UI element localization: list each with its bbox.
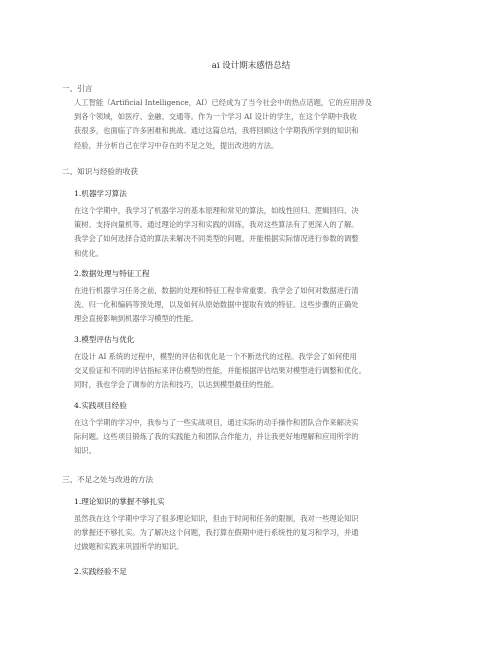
paragraph-line: 理会直接影响到机器学习模型的性能。 xyxy=(74,314,199,324)
paragraph-line: 策树、支持向量机等。通过理论的学习和实践的训练，我对这些算法有了更深入的了解。 xyxy=(74,220,359,230)
section-heading-intro: 一、引言 xyxy=(62,84,93,93)
project-experience-paragraph xyxy=(74,416,448,459)
paragraph-line: 虽然我在这个学期中学习了很多理论知识，但由于时间和任务的限制，我对一些理论知识 xyxy=(74,514,359,523)
paragraph-line: 获很多，也面临了许多困难和挑战。通过这篇总结，我将回顾这个学期我所学到的知识和 xyxy=(74,126,359,136)
paragraph-line: 在这个学期中，我学习了机器学习的基本原理和常见的算法，如线性回归、逻辑回归、决 xyxy=(74,206,359,215)
data-processing-paragraph xyxy=(74,284,448,327)
paragraph-line: 交叉验证和不同的评估指标来评估模型的性能，并能根据评估结果对模型进行调整和优化。 xyxy=(74,366,366,376)
subsection-title-practice: 2.实践经验不足 xyxy=(74,567,127,576)
paragraph-line: 际问题。这些项目锻炼了我的实践能力和团队合作能力，并让我更好地理解和应用所学的 xyxy=(74,432,359,442)
section-heading-improvements: 三、不足之处与改进的方法 xyxy=(62,475,154,484)
section-heading-gains: 二、知识与经验的收获 xyxy=(62,167,138,176)
paragraph-line: 在这个学期的学习中，我参与了一些实战项目，通过实际的动手操作和团队合作来解决实 xyxy=(74,418,359,427)
subsection-title-theory: 1.理论知识的掌握不够扎实 xyxy=(74,497,165,506)
theory-paragraph xyxy=(74,512,448,555)
paragraph-line: 在进行机器学习任务之前，数据的处理和特征工程非常重要。我学会了如何对数据进行清 xyxy=(74,286,359,295)
paragraph-line: 经验，并分析自己在学习中存在的不足之处，提出改进的方法。 xyxy=(74,140,279,150)
ml-algorithms-paragraph xyxy=(74,204,448,261)
model-evaluation-paragraph xyxy=(74,350,448,393)
paragraph-line: 的掌握还不够扎实。为了解决这个问题，我打算在假期中进行系统性的复习和学习，并通 xyxy=(74,528,359,538)
paragraph-line: 和优化。 xyxy=(74,248,104,258)
page-title: ai 设计期末感悟总结 xyxy=(211,61,291,71)
paragraph-line: 人工智能（Artificial Intelligence，AI）已经成为了当今社会中的热点话题，它的应用涉及 xyxy=(74,98,373,107)
paragraph-line: 我学会了如何选择合适的算法来解决不同类型的问题，并能根据实际情况进行参数的调整 xyxy=(74,234,359,244)
subsection-title-project-experience: 4.实践项目经验 xyxy=(74,401,127,410)
subsection-title-data-processing: 2.数据处理与特征工程 xyxy=(74,269,150,278)
paragraph-line: 同时，我也学会了调参的方法和技巧，以达到模型最佳的性能。 xyxy=(74,380,279,390)
paragraph-line: 过做题和实践来巩固所学的知识。 xyxy=(74,542,184,552)
paragraph-line: 知识。 xyxy=(74,446,96,456)
intro-paragraph xyxy=(74,96,448,153)
paragraph-line: 洗、归一化和编码等预处理，以及如何从原始数据中提取有效的特征。这些步骤的正确处 xyxy=(74,300,359,310)
subsection-title-ml-algorithms: 1.机器学习算法 xyxy=(74,189,127,198)
paragraph-line: 在设计 AI 系统的过程中，模型的评估和优化是一个不断迭代的过程。我学会了如何使用 xyxy=(74,352,357,361)
subsection-title-model-evaluation: 3.模型评估与优化 xyxy=(74,335,135,344)
paragraph-line: 到各个领域，如医疗、金融、交通等。作为一个学习 AI 设计的学生，在这个学期中我收 xyxy=(74,112,357,122)
